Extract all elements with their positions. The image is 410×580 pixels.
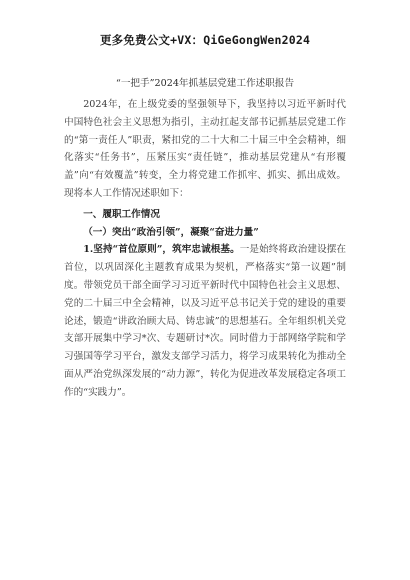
subsection-heading: （一）突出“政治引领”，凝聚“奋进力量”	[83, 226, 259, 238]
section-heading: 一、履职工作情况	[83, 208, 160, 220]
intro-paragraph: 2024年，在上级党委的坚强领导下，我坚持以习近平新时代中国特色社会主义思想为指引，主动扛起支部书记抓基层党建工作的“第一责任人”职责，紧扣党的二十大和二十届三中全会精神，细化落实“任务书”，压紧压实“责任链”，推动基层党建从“有形覆盖”向“有效覆盖”转变，全力将党建工作抓牢、抓实、抓出成效。现将本人工作情况述职如下：	[64, 99, 346, 199]
document-title: “一把手”2024年抓基层党建工作述职报告	[115, 78, 295, 89]
item-body: 一是始终将政治建设摆在首位，以巩固深化主题教育成果为契机，严格落实“第一议题”制度。带领党员干部全面学习习近平新时代中国特色社会主义思想、党的二十届三中全会精神，以及习近平总书记关于党的建设的重要论述，锻造“讲政治顾大局、铸忠诚”的思想基石。全年组织机关党支部开展集中学习*次、专题研讨*次。同时借力于部网络学院和学习强国等学习平台，激发支部学习活力，将学习成果转化为推动全面从严治党纵深发展的“动力源”，转化为促进改革发展稳定各项工作的“实践力”。	[64, 244, 347, 398]
item-paragraph	[64, 241, 346, 401]
document-body	[64, 96, 346, 402]
watermark-banner: 更多免费公文+VX：QiGeGongWen2024	[99, 33, 311, 47]
item-heading: 1.坚持“首位原则”，筑牢忠诚根基。	[83, 244, 240, 256]
